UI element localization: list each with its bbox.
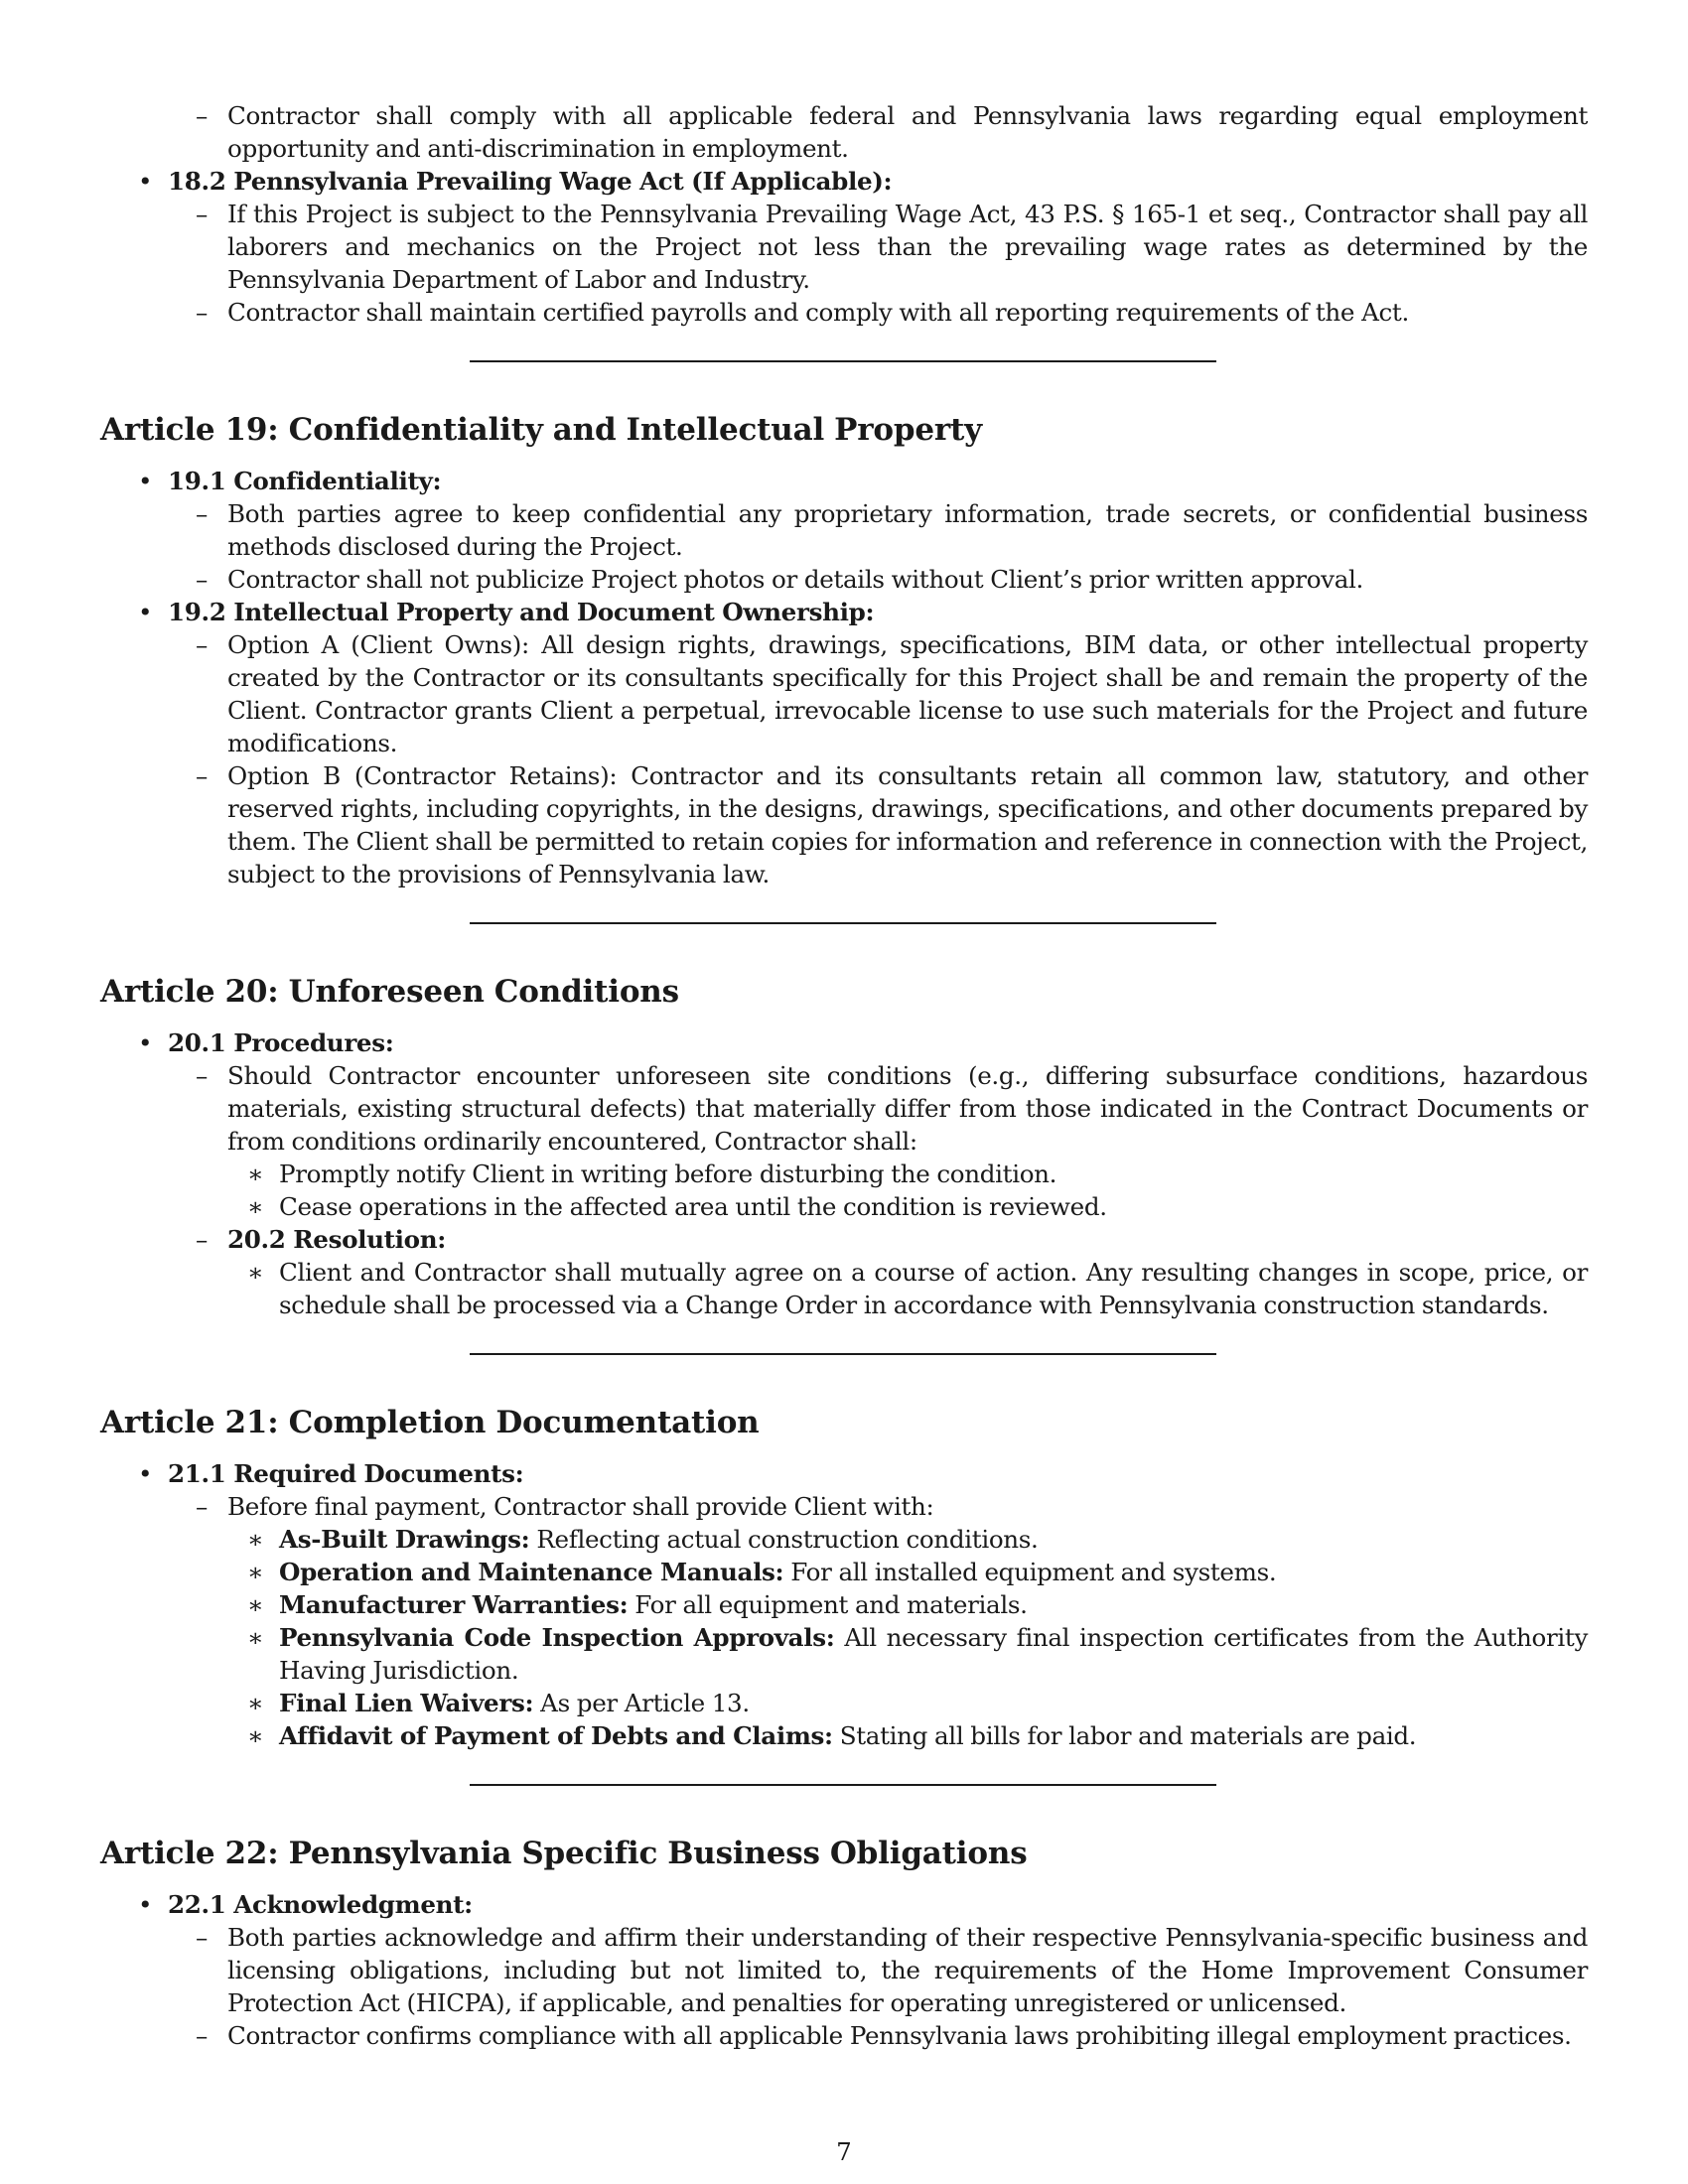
item-text: Before final payment, Contractor shall provide Client with: — [227, 1492, 934, 1521]
bullet-marker: • — [138, 1028, 153, 1057]
asterisk-marker: ∗ — [247, 1525, 264, 1554]
asterisk-marker: ∗ — [247, 1558, 264, 1586]
item-text: Cease operations in the affected area until the condition is reviewed. — [279, 1192, 1107, 1221]
dash-marker: – — [196, 1492, 208, 1521]
asterisk-marker: ∗ — [247, 1590, 264, 1619]
item-text: Contractor confirms compliance with all applicable Pennsylvania laws prohibiting illegal employment practices. — [227, 2021, 1572, 2050]
section-19-1 — [100, 465, 1588, 497]
asterisk-marker: ∗ — [247, 1192, 264, 1221]
page-number: 7 — [836, 2137, 852, 2166]
list-item — [100, 1490, 1588, 1523]
dash-marker: – — [196, 1061, 208, 1090]
item-text: All necessary final inspection certificates from the Authority Having Jurisdiction. — [279, 1623, 1588, 1685]
item-label: Final Lien Waivers: — [279, 1689, 534, 1717]
item-label: Operation and Maintenance Manuals: — [279, 1558, 784, 1586]
list-item — [100, 296, 1588, 329]
item-text: As per Article 13. — [540, 1689, 750, 1717]
section-title: 22.1 Acknowledgment: — [168, 1890, 473, 1919]
item-text: Both parties acknowledge and affirm their understanding of their respective Pennsylvania-specific business and licensing obligations, including but not limited to, the requirements of the Home Improvement Consumer Protection Act (HICPA), if applicable, and penalties for operating unregistered or unlicensed. — [227, 1923, 1588, 2017]
dash-marker: – — [196, 101, 208, 130]
item-label: Pennsylvania Code Inspection Approvals: — [279, 1623, 835, 1652]
item-text: Contractor shall comply with all applicable federal and Pennsylvania laws regarding equal employment opportunity and anti-discrimination in employment. — [227, 101, 1588, 163]
item-text: Option B (Contractor Retains): Contractor and its consultants retain all common law, statutory, and other reserved rights, including copyrights, in the designs, drawings, specifications, and other documents prepared by them. The Client shall be permitted to retain copies for information and reference in connection with the Project, subject to the provisions of Pennsylvania law. — [227, 761, 1588, 888]
bullet-marker: • — [138, 1890, 153, 1919]
dash-marker: – — [196, 1923, 208, 1952]
dash-marker: – — [196, 298, 208, 327]
item-text: Option A (Client Owns): All design rights, drawings, specifications, BIM data, or other intellectual property created by the Contractor or its consultants specifically for this Project shall be and remain the property of the Client. Contractor grants Client a perpetual, irrevocable license to use such materials for the Project and future modifications. — [227, 630, 1588, 757]
list-item — [100, 497, 1588, 563]
section-divider — [470, 922, 1216, 924]
section-20-2 — [100, 1223, 1588, 1256]
item-text: Contractor shall maintain certified payrolls and comply with all reporting requirements of the Act. — [227, 298, 1409, 327]
item-text: Stating all bills for labor and materials are paid. — [839, 1721, 1417, 1750]
sub-list-item — [100, 1719, 1588, 1752]
section-title: 20.1 Procedures: — [168, 1028, 394, 1057]
list-item — [100, 759, 1588, 890]
section-19-2 — [100, 596, 1588, 628]
dash-marker: – — [196, 499, 208, 528]
section-divider — [470, 360, 1216, 362]
item-text: Both parties agree to keep confidential any proprietary information, trade secrets, or confidential business methods disclosed during the Project. — [227, 499, 1588, 561]
sub-list-item — [100, 1588, 1588, 1621]
dash-marker: – — [196, 1225, 208, 1254]
list-item — [100, 1921, 1588, 2019]
bullet-marker: • — [138, 467, 153, 495]
list-item — [100, 563, 1588, 596]
list-item — [100, 1059, 1588, 1158]
section-title: 21.1 Required Documents: — [168, 1459, 524, 1488]
sub-list-item — [100, 1687, 1588, 1719]
section-22-1 — [100, 1888, 1588, 1921]
list-item — [100, 99, 1588, 165]
asterisk-marker: ∗ — [247, 1258, 264, 1287]
section-title: 18.2 Pennsylvania Prevailing Wage Act (If Applicable): — [168, 167, 893, 196]
asterisk-marker: ∗ — [247, 1689, 264, 1717]
item-label: Manufacturer Warranties: — [279, 1590, 629, 1619]
item-text: Client and Contractor shall mutually agree on a course of action. Any resulting changes in scope, price, or schedule shall be processed via a Change Order in accordance with Pennsylvania construction standards. — [279, 1258, 1588, 1319]
list-item — [100, 2019, 1588, 2052]
bullet-marker: • — [138, 598, 153, 626]
dash-marker: – — [196, 630, 208, 659]
sub-list-item — [100, 1621, 1588, 1687]
item-label: As-Built Drawings: — [279, 1525, 530, 1554]
sub-list-item — [100, 1256, 1588, 1321]
asterisk-marker: ∗ — [247, 1160, 264, 1188]
item-text: For all equipment and materials. — [634, 1590, 1028, 1619]
article-20-heading: Article 20: Unforeseen Conditions — [100, 974, 679, 1010]
bullet-marker: • — [138, 1459, 153, 1488]
section-title: 19.1 Confidentiality: — [168, 467, 442, 495]
section-18-2 — [100, 165, 1588, 198]
section-divider — [470, 1353, 1216, 1355]
item-text: For all installed equipment and systems. — [790, 1558, 1277, 1586]
sub-list-item — [100, 1158, 1588, 1190]
item-text: Promptly notify Client in writing before disturbing the condition. — [279, 1160, 1057, 1188]
section-title: 20.2 Resolution: — [227, 1225, 446, 1254]
sub-list-item — [100, 1190, 1588, 1223]
document-page — [100, 99, 1588, 2052]
section-20-1 — [100, 1026, 1588, 1059]
list-item — [100, 628, 1588, 759]
dash-marker: – — [196, 565, 208, 594]
article-22-heading: Article 22: Pennsylvania Specific Business Obligations — [100, 1836, 1028, 1871]
article-19-heading: Article 19: Confidentiality and Intellectual Property — [100, 412, 982, 448]
item-text: Reflecting actual construction conditions. — [536, 1525, 1039, 1554]
asterisk-marker: ∗ — [247, 1623, 264, 1652]
section-21-1 — [100, 1457, 1588, 1490]
bullet-marker: • — [138, 167, 153, 196]
asterisk-marker: ∗ — [247, 1721, 264, 1750]
sub-list-item — [100, 1523, 1588, 1556]
list-item — [100, 198, 1588, 296]
item-text: Contractor shall not publicize Project photos or details without Client’s prior written approval. — [227, 565, 1363, 594]
dash-marker: – — [196, 761, 208, 790]
item-text: If this Project is subject to the Pennsylvania Prevailing Wage Act, 43 P.S. § 165-1 et seq., Contractor shall pay all laborers and mechanics on the Project not less than the prevailing wage rates as determined by the Pennsylvania Department of Labor and Industry. — [227, 200, 1588, 294]
dash-marker: – — [196, 200, 208, 228]
sub-list-item — [100, 1556, 1588, 1588]
dash-marker: – — [196, 2021, 208, 2050]
section-divider — [470, 1784, 1216, 1786]
section-title: 19.2 Intellectual Property and Document Ownership: — [168, 598, 875, 626]
article-21-heading: Article 21: Completion Documentation — [100, 1405, 760, 1440]
item-text: Should Contractor encounter unforeseen site conditions (e.g., differing subsurface conditions, hazardous materials, existing structural defects) that materially differ from those indicated in the Contract Documents or from conditions ordinarily encountered, Contractor shall: — [227, 1061, 1588, 1156]
item-label: Affidavit of Payment of Debts and Claims: — [279, 1721, 833, 1750]
